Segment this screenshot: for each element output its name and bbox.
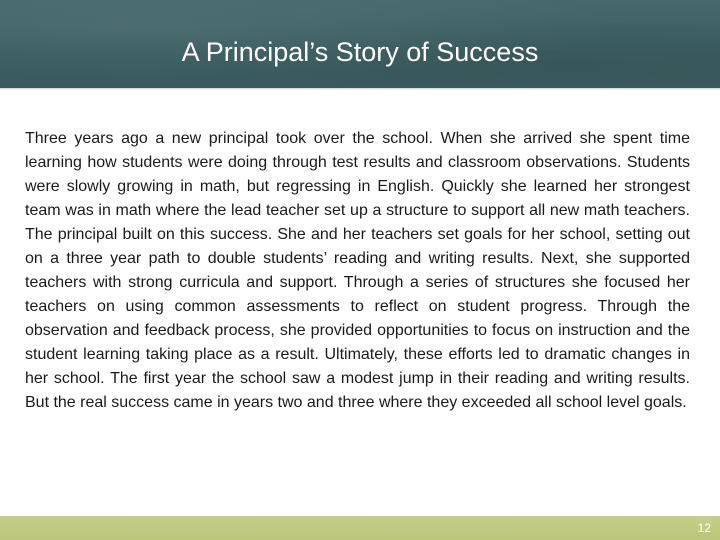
title-banner [0,0,720,88]
story-paragraph: Three years ago a new principal took over the school. When she arrived she spent time learning how students were doing through test results and classroom observations. Students were slowly growing in math, but regressing in English. Quickly she learned her strongest team was in math where the lead teacher set up a structure to support all new math teachers. The principal built on this success. She and her teachers set goals for her school, setting out on a three year path to double students’ reading and writing results. Next, she supported teachers with strong curricula and support. Through a series of structures she focused her teachers on using common assessments to reflect on student progress. Through the observation and feedback process, she provided opportunities to focus on instruction and the student learning taking place as a result. Ultimately, these efforts led to dramatic changes in her school. The first year the school saw a modest jump in their reading and writing results. But the real success came in years two and three where they exceeded all school level goals. [25,130,690,411]
banner-edge [0,84,720,90]
slide-title: A Principal’s Story of Success [181,37,539,67]
page-number: 12 [697,521,711,535]
footer-bar [0,516,720,540]
